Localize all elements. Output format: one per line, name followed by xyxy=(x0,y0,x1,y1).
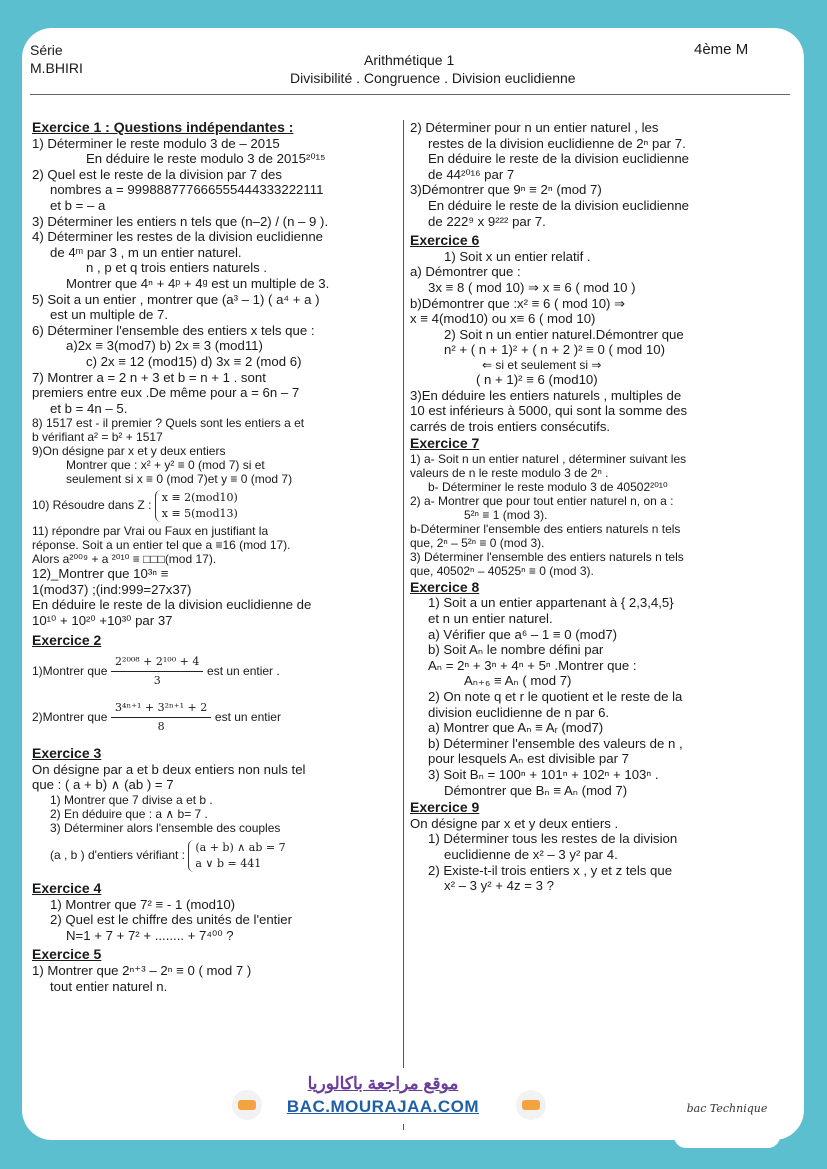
text-line: 3) Déterminer l'ensemble des entiers naturels n tels xyxy=(410,549,684,564)
text-line: 2) Quel est le reste de la division par 7 des xyxy=(32,166,282,182)
book-logo-icon xyxy=(516,1090,546,1120)
text-line: 1) Déterminer tous les restes de la division xyxy=(428,831,678,847)
text-line: réponse. Soit a un entier tel que a ≡16 (mod 17). xyxy=(32,538,291,553)
exercise-8-title: Exercice 8 xyxy=(410,578,480,595)
left-column xyxy=(32,120,404,994)
text-line: a)2x ≡ 3(mod7) b) 2x ≡ 3 (mod11) xyxy=(66,338,263,354)
text-line: 10 est inférieurs à 5000, qui sont la somme des xyxy=(410,403,688,419)
fraction-numerator: 3⁴ⁿ⁺¹ + 3²ⁿ⁺¹ + 2 xyxy=(111,699,211,718)
text-line: 1) Soit x un entier relatif . xyxy=(444,248,591,264)
text-line: 5) Soit a un entier , montrer que (a³ – 1) ( a⁴ + a ) xyxy=(32,291,320,307)
text-line: 1) Déterminer le reste modulo 3 de – 2015 xyxy=(32,135,280,151)
resolve-label: 10) Résoudre dans Z : xyxy=(32,498,152,513)
site-arabic-name[interactable]: موقع مراجعة باكالوريا xyxy=(307,1074,459,1093)
fraction-denominator: 3 xyxy=(153,674,161,688)
exercise-4-title: Exercice 4 xyxy=(32,880,102,897)
text-line: 1) Montrer que 7² ≡ - 1 (mod10) xyxy=(50,896,236,912)
text-line: 10¹⁰ + 10²⁰ +10³⁰ par 37 xyxy=(32,613,173,629)
text-line: N=1 + 7 + 7² + ........ + 7⁴⁰⁰ ? xyxy=(66,927,234,943)
fraction xyxy=(111,699,211,736)
text-line: 3)Démontrer que 9ⁿ ≡ 2ⁿ (mod 7) xyxy=(410,182,602,198)
text-line: Montrer que 4ⁿ + 4ᵖ + 4ᵍ est un multiple de 3. xyxy=(66,275,330,291)
text-line: restes de la division euclidienne de 2ⁿ par 7. xyxy=(428,135,686,151)
text-line: nombres a = 999888777666555444333222111 xyxy=(50,182,324,198)
text-line: 4) Déterminer les restes de la division euclidienne xyxy=(32,229,324,245)
site-url-link[interactable]: BAC.MOURAJAA.COM xyxy=(286,1097,480,1116)
text-line: 2) Déterminer pour n un entier naturel , les xyxy=(410,120,659,135)
text-line: En déduire le reste de la division euclidienne xyxy=(428,151,689,167)
text-line: 1) Soit a un entier appartenant à { 2,3,4,5} xyxy=(428,595,674,611)
text-line: 3)En déduire les entiers naturels , multiples de xyxy=(410,387,682,403)
exercise-3-title: Exercice 3 xyxy=(32,745,102,762)
page-title: Arithmétique 1 xyxy=(364,52,455,68)
text-line: n , p et q trois entiers naturels . xyxy=(86,260,268,276)
text-line: 3) Soit Bₙ = 100ⁿ + 101ⁿ + 102ⁿ + 103ⁿ . xyxy=(428,767,659,782)
prompt-text: 2)Montrer que xyxy=(32,710,108,725)
exercise-9-title: Exercice 9 xyxy=(410,799,480,816)
text-line: 9)On désigne par x et y deux entiers xyxy=(32,444,226,459)
text-line: On désigne par a et b deux entiers non nuls tel xyxy=(32,761,306,777)
text-line: a) Vérifier que a⁶ – 1 ≡ 0 (mod7) xyxy=(428,626,618,642)
text-line: En déduire le reste modulo 3 de 2015²⁰¹⁵ xyxy=(86,151,326,167)
book-logo-icon xyxy=(232,1090,262,1120)
text-line: b vérifiant a² = b² + 1517 xyxy=(32,430,163,445)
site-banner[interactable] xyxy=(270,1068,496,1124)
text-line: c) 2x ≡ 12 (mod15) d) 3x ≡ 2 (mod 6) xyxy=(86,353,302,369)
text-line: 3) Déterminer alors l'ensemble des couples xyxy=(50,821,281,836)
text-line: 12)_Montrer que 10³ⁿ ≡ xyxy=(32,566,169,582)
text-line: de 4ᵐ par 3 , m un entier naturel. xyxy=(50,244,242,260)
text-line: 2) On note q et r le quotient et le reste de la xyxy=(428,689,683,705)
text-line: 2) En déduire que : a ∧ b= 7 . xyxy=(50,807,208,822)
serie-label: Série xyxy=(30,42,63,58)
text-line: 7) Montrer a = 2 n + 3 et b = n + 1 . sont xyxy=(32,369,266,385)
text-line: Démontrer que Bₙ ≡ Aₙ (mod 7) xyxy=(444,782,628,798)
text-line: tout entier naturel n. xyxy=(50,978,168,994)
text-line: Aₙ₊₆ ≡ Aₙ ( mod 7) xyxy=(464,673,572,689)
text-line: 2) a- Montrer que pour tout entier naturel n, on a : xyxy=(410,493,674,508)
text-line: ⇐ si et seulement si ⇒ xyxy=(482,357,602,372)
text-line: et b = 4n – 5. xyxy=(50,400,128,416)
exercise-7-title: Exercice 7 xyxy=(410,435,480,452)
text-line: 6) Déterminer l'ensemble des entiers x tels que : xyxy=(32,322,315,338)
text-line: 3x ≡ 8 ( mod 10) ⇒ x ≡ 6 ( mod 10 ) xyxy=(428,279,636,295)
text-line: b) Déterminer l'ensemble des valeurs de n , xyxy=(428,735,683,751)
couples-label: (a , b ) d'entiers vérifiant : xyxy=(50,848,186,863)
text-line: est un multiple de 7. xyxy=(50,307,169,323)
prompt-text: est un entier xyxy=(214,710,281,725)
prompt-text: 1)Montrer que xyxy=(32,664,108,679)
exercise-6-title: Exercice 6 xyxy=(410,232,480,249)
text-line: a) Montrer que Aₙ ≡ Aᵣ (mod7) xyxy=(428,720,604,736)
text-line: On désigne par x et y deux entiers . xyxy=(410,815,619,831)
page-subtitle: Divisibilité . Congruence . Division euclidienne xyxy=(290,70,576,86)
level-label: 4ème M xyxy=(694,41,749,58)
text-line: 11) répondre par Vrai ou Faux en justifiant la xyxy=(32,524,269,539)
text-line xyxy=(32,648,404,694)
text-line: 5²ⁿ ≡ 1 (mod 3). xyxy=(464,507,548,522)
text-line: b)Démontrer que :x² ≡ 6 ( mod 10) ⇒ xyxy=(410,295,626,311)
prompt-text: est un entier . xyxy=(207,664,280,679)
fraction-denominator: 8 xyxy=(157,720,165,734)
text-line: division euclidienne de n par 6. xyxy=(428,704,610,720)
text-line: euclidienne de x² – 3 y² par 4. xyxy=(444,846,618,862)
text-line: et n un entier naturel. xyxy=(428,611,553,627)
text-line: Montrer que : x² + y² ≡ 0 (mod 7) si et xyxy=(66,458,265,473)
text-line: n² + ( n + 1)² + ( n + 2 )² ≡ 0 ( mod 10) xyxy=(444,342,665,358)
text-line: x ≡ 4(mod10) ou x≡ 6 ( mod 10) xyxy=(410,311,596,327)
text-line: que, 40502ⁿ – 40525ⁿ ≡ 0 (mod 3). xyxy=(410,563,594,578)
system-line: a ∨ b = 441 xyxy=(195,856,262,870)
text-line: b) Soit Aₙ le nombre défini par xyxy=(428,642,604,658)
text-line: 1) a- Soit n un entier naturel , déterminer suivant les xyxy=(410,451,687,466)
right-column xyxy=(410,120,792,894)
text-line: 1) Montrer que 7 divise a et b . xyxy=(50,793,213,808)
text-line: b- Déterminer le reste modulo 3 de 40502²⁰¹⁰ xyxy=(428,479,668,494)
exercise-2-title: Exercice 2 xyxy=(32,631,102,648)
text-line xyxy=(32,694,404,740)
text-line: seulement si x ≡ 0 (mod 7)et y ≡ 0 (mod 7) xyxy=(66,472,293,487)
text-line: 2) Soit n un entier naturel.Démontrer que xyxy=(444,326,684,342)
text-line: que : ( a + b) ∧ (ab ) = 7 xyxy=(32,777,174,793)
text-line: 8) 1517 est - il premier ? Quels sont les entiers a et xyxy=(32,416,305,431)
text-line xyxy=(32,835,404,875)
text-line xyxy=(32,486,404,524)
worksheet-page xyxy=(22,28,804,1140)
text-line: 1) Montrer que 2ⁿ⁺³ – 2ⁿ ≡ 0 ( mod 7 ) xyxy=(32,963,252,978)
text-line: Alors a²⁰⁰⁹ + a ²⁰¹⁰ ≡ □□□(mod 17). xyxy=(32,552,217,567)
exercise-1-title: Exercice 1 : Questions indépendantes : xyxy=(32,119,294,135)
text-line: carrés de trois entiers consécutifs. xyxy=(410,418,611,434)
text-line: premiers entre eux .De même pour a = 6n – 7 xyxy=(32,385,300,401)
text-line: pour lesquels Aₙ est divisible par 7 xyxy=(428,751,629,767)
text-line: 3) Déterminer les entiers n tels que (n–2) / (n – 9 ). xyxy=(32,213,329,229)
text-line: de 44²⁰¹⁶ par 7 xyxy=(428,166,515,182)
text-line: 1(mod37) ;(ind:999=27x37) xyxy=(32,581,192,597)
text-line: 2) Quel est le chiffre des unités de l'entier xyxy=(50,912,292,928)
text-line: En déduire le reste de la division euclidienne de xyxy=(32,597,312,613)
text-line: En déduire le reste de la division euclidienne xyxy=(428,197,689,213)
system-line: x ≡ 5(mod13) xyxy=(161,507,238,521)
text-line: ( n + 1)² ≡ 6 (mod10) xyxy=(476,371,598,387)
author-label: M.BHIRI xyxy=(30,60,83,76)
text-line: a) Démontrer que : xyxy=(410,264,521,280)
text-line: valeurs de n le reste modulo 3 de 2ⁿ . xyxy=(410,465,609,480)
system-line: x ≡ 2(mod10) xyxy=(161,491,238,505)
header-divider xyxy=(30,94,790,95)
text-line: Aₙ = 2ⁿ + 3ⁿ + 4ⁿ + 5ⁿ .Montrer que : xyxy=(428,657,637,673)
system-line: (a + b) ∧ ab = 7 xyxy=(195,840,286,854)
exercise-5-title: Exercice 5 xyxy=(32,946,102,963)
text-line: de 222⁹ x 9²²² par 7. xyxy=(428,213,546,229)
text-line: que, 2ⁿ – 5²ⁿ ≡ 0 (mod 3). xyxy=(410,535,545,550)
congruence-system xyxy=(155,490,238,522)
gcd-lcm-system xyxy=(188,840,285,872)
text-line: b-Déterminer l'ensemble des entiers naturels n tels xyxy=(410,521,681,536)
fraction xyxy=(111,653,203,690)
text-line: x² – 3 y² + 4z = 3 ? xyxy=(444,878,554,894)
text-line: 2) Existe-t-il trois entiers x , y et z tels que xyxy=(428,862,673,878)
text-line: et b = – a xyxy=(50,197,106,213)
fraction-numerator: 2²⁰⁰⁸ + 2¹⁰⁰ + 4 xyxy=(111,653,203,672)
bac-technique-badge: bac Technique xyxy=(674,1070,780,1148)
